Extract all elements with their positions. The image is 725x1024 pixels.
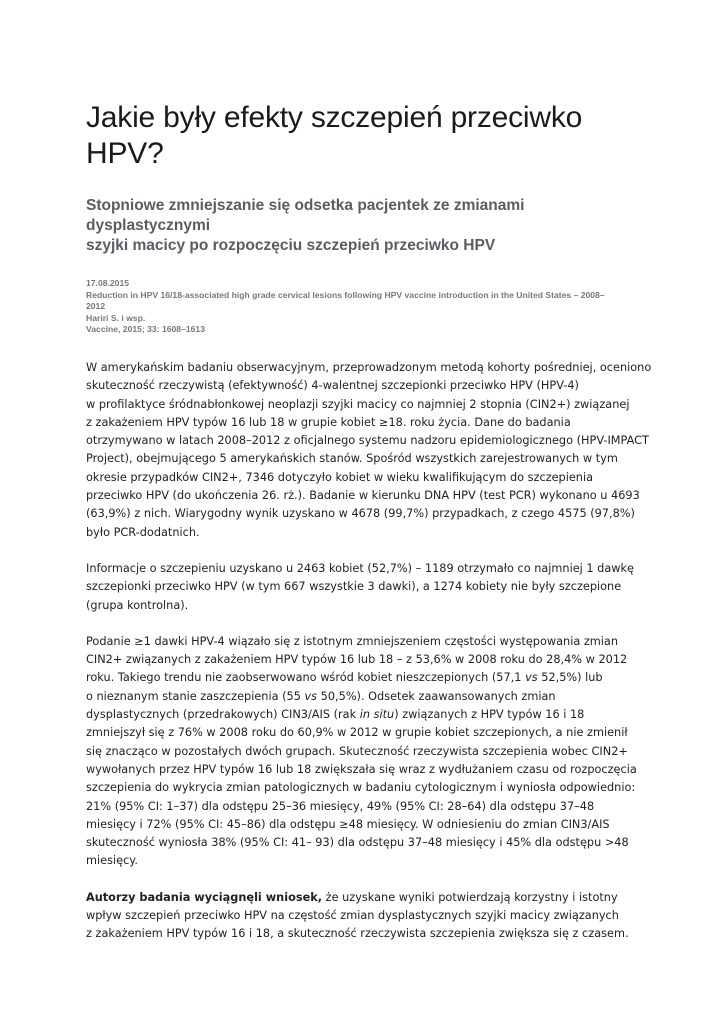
p1-line: Project), obejmującego 5 amerykańskich stanów. Spośród wszystkich zarejestrowanych w tym (86, 452, 618, 466)
paragraph-2 (86, 560, 646, 615)
source-journal: Vaccine, 2015; 33: 1608–1613 (86, 324, 205, 335)
p4-text: że uzyskane wyniki potwierdzają korzystny i istotny (322, 890, 618, 904)
p4-line (86, 889, 646, 907)
p3-text: roku. Takiego trendu nie zaobserwowano wśród kobiet nieszczepionych (57,1 (86, 671, 526, 685)
p3-text: 50,5%). Odsetek zaawansowanych zmian (317, 689, 556, 703)
p2-line: szczepionki przeciwko HPV (w tym 667 wszystkie 3 dawki), a 1274 kobiety nie były szczepione (86, 580, 622, 594)
p3-text: ) związanych z HPV typów 16 i 18 (394, 708, 585, 722)
source-title-line-1: Reduction in HPV 16/18-associated high grade cervical lesions following HPV vaccine introduction in the United States – 2008– (86, 289, 605, 300)
p3-emphasis: vs (525, 671, 538, 685)
p3-line: zmniejszył się z 76% w 2008 roku do 60,9% w 2012 w grupie kobiet szczepionych, a nie zmienił (86, 726, 628, 740)
p3-line: się znacząco w pozostałych dwóch grupach. Skuteczność rzeczywista szczepienia wobec CIN2+ (86, 744, 628, 758)
conclusion-lead: Autorzy badania wyciągnęli wniosek, (86, 890, 323, 904)
p1-line: (63,9%) z nich. Wiarygodny wynik uzyskano w 4678 (99,7%) przypadkach, z czego 4575 (97,8%) (86, 507, 635, 521)
article-meta (86, 278, 646, 336)
p4-line: z zakażeniem HPV typów 16 i 18, a skuteczność rzeczywista szczepienia zwiększa się z czasem. (86, 927, 629, 941)
source-authors: Hariri S. i wsp. (86, 312, 146, 323)
p4-line: wpływ szczepień przeciwko HPV na częstość zmian dysplastycznych szyjki macicy związanych (86, 908, 619, 922)
p3-line (86, 688, 646, 706)
p2-line: Informacje o szczepieniu uzyskano u 2463 kobiet (52,7%) – 1189 otrzymało co najmniej 1 dawkę (86, 561, 635, 575)
p1-line: w profilaktyce śródnabłonkowej neoplazji szyjki macicy co najmniej 2 stopnia (CIN2+) związanej (86, 397, 630, 411)
p3-line: miesięcy i 72% (95% CI: 45–86) dla odstępu ≥48 miesięcy. W odniesieniu do zmian CIN3/AIS (86, 817, 610, 831)
p3-line: wywołanych przez HPV typów 16 lub 18 zwiększała się wraz z wydłużaniem czasu od rozpoczęcia (86, 762, 637, 776)
p1-line: okresie przypadków CIN2+, 7346 dotyczyło kobiet w wieku kwalifikującym do szczepienia (86, 470, 594, 484)
p2-line: (grupa kontrolna). (86, 598, 189, 612)
paragraph-1 (86, 359, 652, 542)
source-title-line-2: 2012 (86, 301, 106, 312)
p3-text: 52,5%) lub (537, 671, 603, 685)
p1-line: skuteczność rzeczywistą (efektywność) 4-walentnej szczepionki przeciwko HPV (HPV-4) (86, 379, 579, 393)
article (86, 100, 652, 962)
article-subtitle (86, 196, 646, 256)
article-body (86, 359, 652, 944)
paragraph-3 (86, 633, 646, 871)
p1-line: przeciwko HPV (do ukończenia 26. rż.). Badanie w kierunku DNA HPV (test PCR) wykonano u 4693 (86, 489, 640, 503)
p3-line: szczepienia do wykrycia zmian patologicznych w badaniu cytologicznym i wyniosła odpowiednio: (86, 781, 636, 795)
article-date: 17.08.2015 (86, 278, 130, 288)
p3-line: miesięcy. (86, 854, 138, 868)
p3-text: o nieznanym stanie zaszczepienia (55 (86, 689, 305, 703)
p3-line: skuteczność wyniosła 38% (95% CI: 41– 93) dla odstępu 37–48 miesięcy i 45% dla odstępu >48 (86, 836, 629, 850)
p3-emphasis: vs (304, 689, 318, 703)
title-line-1: Jakie były efekty szczepień przeciwko (86, 101, 583, 134)
page-title (86, 100, 646, 172)
p3-line: CIN2+ związanych z zakażeniem HPV typów 16 lub 18 – z 53,6% w 2008 roku do 28,4% w 2012 (86, 653, 628, 667)
p1-line: z zakażeniem HPV typów 16 lub 18 w grupie kobiet ≥18. roku życia. Dane do badania (86, 415, 571, 429)
p3-emphasis: in situ (359, 708, 395, 722)
p3-line (86, 706, 646, 724)
p1-line: W amerykańskim badaniu obserwacyjnym, przeprowadzonym metodą kohorty pośredniej, oceniono (86, 360, 652, 374)
subtitle-line-2: szyjki macicy po rozpoczęciu szczepień przeciwko HPV (86, 237, 496, 254)
p3-line: Podanie ≥1 dawki HPV-4 wiązało się z istotnym zmniejszeniem częstości występowania zmian (86, 634, 618, 648)
p1-line: otrzymywano w latach 2008–2012 z oficjalnego systemu nadzoru epidemiologicznego (HPV-IMPACT (86, 434, 649, 448)
p3-line: 21% (95% CI: 1–37) dla odstępu 25–36 miesięcy, 49% (95% CI: 28–64) dla odstępu 37–48 (86, 799, 595, 813)
p3-text: dysplastycznych (przedrakowych) CIN3/AIS (rak (86, 708, 360, 722)
paragraph-4 (86, 889, 646, 944)
subtitle-line-1: Stopniowe zmniejszanie się odsetka pacjentek ze zmianami dysplastycznymi (86, 197, 525, 234)
p1-line: było PCR-dodatnich. (86, 525, 200, 539)
title-line-2: HPV? (86, 137, 164, 170)
p3-line (86, 669, 646, 687)
